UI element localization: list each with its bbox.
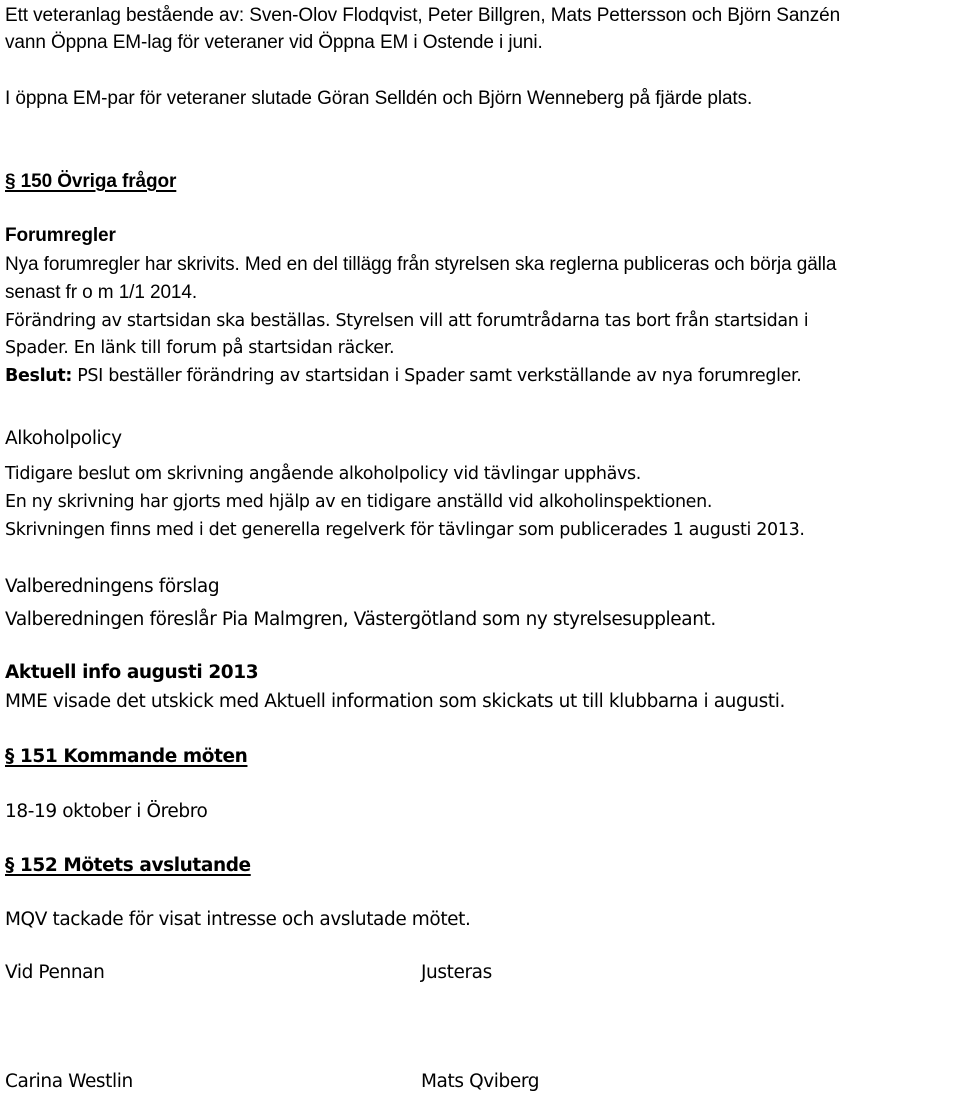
section-151-line-1: 18-19 oktober i Örebro [5, 801, 208, 822]
signature-right-role: Justeras [421, 962, 492, 983]
paragraph-veteran-team-line-2: vann Öppna EM-lag för veteraner vid Öppna EM i Ostende i juni. [5, 32, 543, 53]
forum-rules-line-2: senast fr o m 1/1 2014. [5, 282, 198, 303]
paragraph-veteran-pairs: I öppna EM-par för veteraner slutade Göran Selldén och Björn Wenneberg på fjärde plats. [5, 88, 753, 109]
section-150-heading: § 150 Övriga frågor [5, 171, 177, 192]
forum-rules-line-4: Spader. En länk till forum på startsidan räcker. [5, 338, 395, 358]
forum-rules-line-1: Nya forumregler har skrivits. Med en del tillägg från styrelsen ska reglerna publiceras och börja gälla [5, 254, 837, 275]
paragraph-veteran-team-line-1: Ett veteranlag bestående av: Sven-Olov Flodqvist, Peter Billgren, Mats Pettersson och Björn Sanzén [5, 5, 841, 26]
nomination-line-1: Valberedningen föreslår Pia Malmgren, Västergötland som ny styrelsesuppleant. [5, 609, 716, 630]
decision-label: Beslut: [5, 366, 72, 386]
info-line-1: MME visade det utskick med Aktuell information som skickats ut till klubbarna i augusti. [5, 691, 785, 712]
decision-text: PSI beställer förändring av startsidan i Spader samt verkställande av nya forumregler. [72, 366, 802, 386]
nomination-heading: Valberedningens förslag [5, 576, 220, 597]
signature-left-role: Vid Pennan [5, 962, 105, 983]
alcohol-policy-line-3: Skrivningen finns med i det generella regelverk för tävlingar som publicerades 1 augusti 2013. [5, 520, 805, 540]
section-151-heading: § 151 Kommande möten [5, 746, 248, 767]
alcohol-policy-line-1: Tidigare beslut om skrivning angående alkoholpolicy vid tävlingar upphävs. [5, 464, 642, 484]
forum-rules-line-3: Förändring av startsidan ska beställas. Styrelsen vill att forumtrådarna tas bort från startsidan i [5, 311, 809, 331]
alcohol-policy-heading: Alkoholpolicy [5, 428, 122, 449]
section-152-heading: § 152 Mötets avslutande [5, 855, 251, 876]
forum-rules-decision [5, 364, 802, 388]
info-heading: Aktuell info augusti 2013 [5, 662, 259, 683]
signature-right-name: Mats Qviberg [421, 1071, 540, 1092]
alcohol-policy-line-2: En ny skrivning har gjorts med hjälp av en tidigare anställd vid alkoholinspektionen. [5, 492, 713, 512]
signature-left-name: Carina Westlin [5, 1071, 133, 1092]
section-152-line-1: MQV tackade för visat intresse och avslutade mötet. [5, 909, 471, 930]
forum-rules-heading: Forumregler [5, 225, 116, 246]
